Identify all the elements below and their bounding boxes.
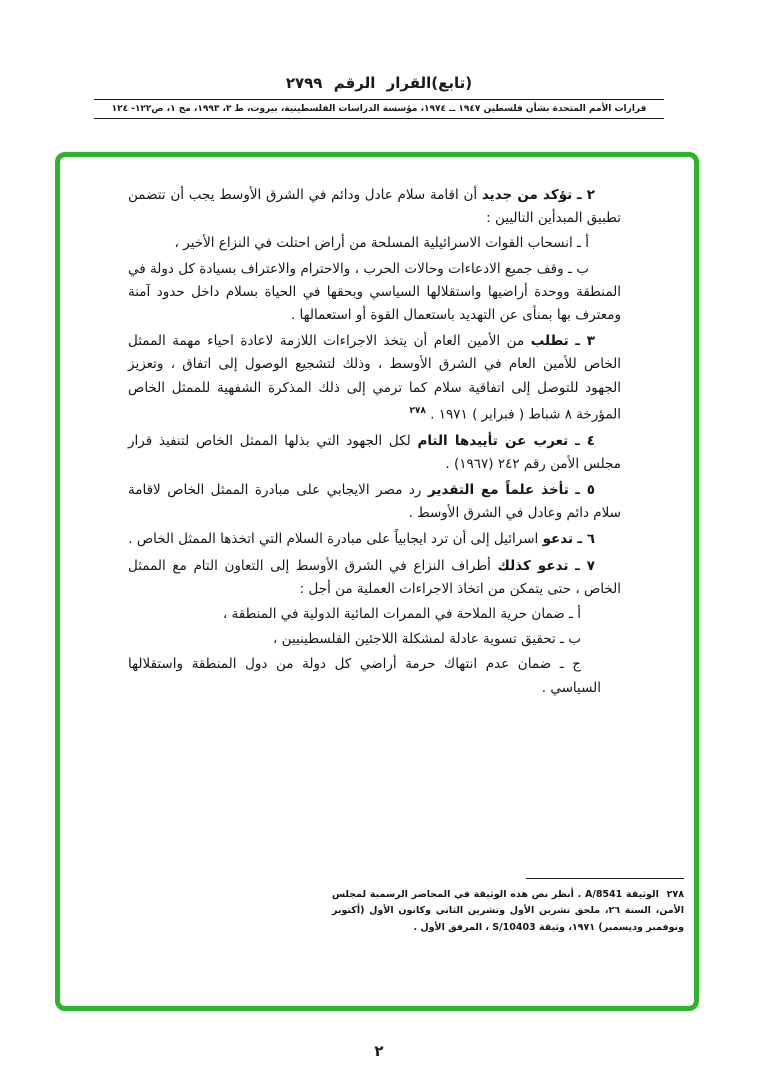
item-text: رد مصر الايجابي على مبادرة الممثل الخاص لاقامة سلام دائم وعادل في الشرق الأوسط . <box>128 481 621 522</box>
item-7c <box>128 653 621 699</box>
item-lead: تدعو <box>542 531 574 548</box>
item-text: أن اقامة سلام عادل ودائم في الشرق الأوسط يجب أن تتضمن تطبيق المبدأين التاليين : <box>128 187 621 227</box>
item-2a <box>128 232 621 255</box>
footnote-text: الوثيقة A/8541 . أنظر نص هذه الوثيقة في المحاضر الرسمية لمجلس الأمن، السنة ٢٦، ملحق تشرين الأول وتشرين الثاني وكانون الأول (أكتوبر ونوفمبر وديسمبر) ١٩٧١، وثيقة S/10403 ، المرفق الأول . <box>332 888 684 933</box>
paragraph-5 <box>128 479 621 525</box>
resolution-body <box>128 184 621 702</box>
item-letter: أ ـ <box>577 235 589 252</box>
item-lead: تطلب <box>530 333 569 350</box>
item-number: ٢ ـ <box>576 187 595 203</box>
item-number: ٥ ـ <box>575 481 596 498</box>
paragraph-4 <box>128 430 621 476</box>
item-7a <box>128 603 621 626</box>
page-header <box>94 74 664 119</box>
footnote-separator <box>526 878 684 879</box>
item-text: انسحاب القوات الاسرائيلية المسلحة من أراض احتلت في النزاع الأخير ، <box>174 235 573 252</box>
item-text: أطراف النزاع في الشرق الأوسط إلى التعاون التام مع الممثل الخاص ، حتى يتمكن من اتخاذ الاجراءات العملية من أجل : <box>128 557 621 597</box>
item-number: ٧ ـ <box>575 557 595 574</box>
item-text: ضمان حرية الملاحة في الممرات المائية الدولية في المنطقة ، <box>222 605 565 622</box>
item-lead: تأخذ علماً مع التقدير <box>427 481 569 498</box>
item-text: من الأمين العام أن يتخذ الاجراءات اللازمة لاعادة احياء مهمة الممثل الخاص للأمين العام في الشرق الأوسط ، وذلك لتشجيع الوصول إلى اتفاق ، وتعزيز الجهود للتوصل إلى اتفاقية سلام كما ترمي إلى ذلك المذكرة الشفهية للممثل الخاص المؤرخة ٨ شباط ( فبراير ) ١٩٧١ . <box>128 333 621 423</box>
header-rule-bottom <box>94 118 664 119</box>
item-text: ضمان عدم انتهاك حرمة أراضي كل دولة من دول المنطقة واستقلالها السياسي . <box>128 656 601 696</box>
document-title: (تابع)القرار الرقم ٢٧٩٩ <box>285 74 473 92</box>
item-text: تحقيق تسوية عادلة لمشكلة اللاجئين الفلسطينيين ، <box>273 631 556 648</box>
item-lead: تعرب عن تأييدها التام <box>417 432 569 449</box>
item-letter: ج ـ <box>559 656 581 673</box>
item-text: وقف جميع الادعاءات وحالات الحرب ، والاحترام والاعتراف بسيادة كل دولة في المنطقة ووحدة أراضيها واستقلالها السياسي وبحقها في الحياة بسلام داخل حدود آمنة ومعترف بها بمنأى عن التهديد باستعمال القوة أو استعمالها . <box>128 260 621 324</box>
paragraph-6 <box>128 528 621 551</box>
footnote <box>332 887 684 937</box>
paragraph-2 <box>128 184 621 230</box>
item-text: اسرائيل إلى أن ترد ايجابياً على مبادرة السلام التي اتخذها الممثل الخاص . <box>128 531 539 548</box>
item-number: ٦ ـ <box>577 531 595 548</box>
footnote-marker: ٢٧٨ <box>666 888 684 900</box>
item-number: ٤ ـ <box>574 432 595 449</box>
item-letter: ب ـ <box>560 631 581 648</box>
item-7b <box>128 628 621 651</box>
content-frame <box>55 152 699 1011</box>
source-citation: قرارات الأمم المتحدة بشأن فلسطين ١٩٤٧ ــ ١٩٧٤، مؤسسة الدراسات الفلسطينية، بيروت، ط ٣، ١٩٩٣، مج ١، ص١٢٢- ١٢٤ <box>111 104 647 114</box>
item-number: ٣ ـ <box>575 333 595 350</box>
item-letter: أ ـ <box>569 605 581 622</box>
footnote-ref: ٢٧٨ <box>409 405 426 416</box>
item-lead: تؤكد من جديد <box>481 187 573 203</box>
paragraph-7 <box>128 555 621 601</box>
paragraph-3 <box>128 330 621 426</box>
item-lead: تدعو كذلك <box>497 557 569 574</box>
page-number: ٢ <box>374 1042 384 1060</box>
item-2b <box>128 258 621 328</box>
item-letter: ب ـ <box>567 260 589 277</box>
item-text: لكل الجهود التي بذلها الممثل الخاص لتنفيذ قرار مجلس الأمن رقم ٢٤٢ (١٩٦٧) . <box>128 432 621 472</box>
